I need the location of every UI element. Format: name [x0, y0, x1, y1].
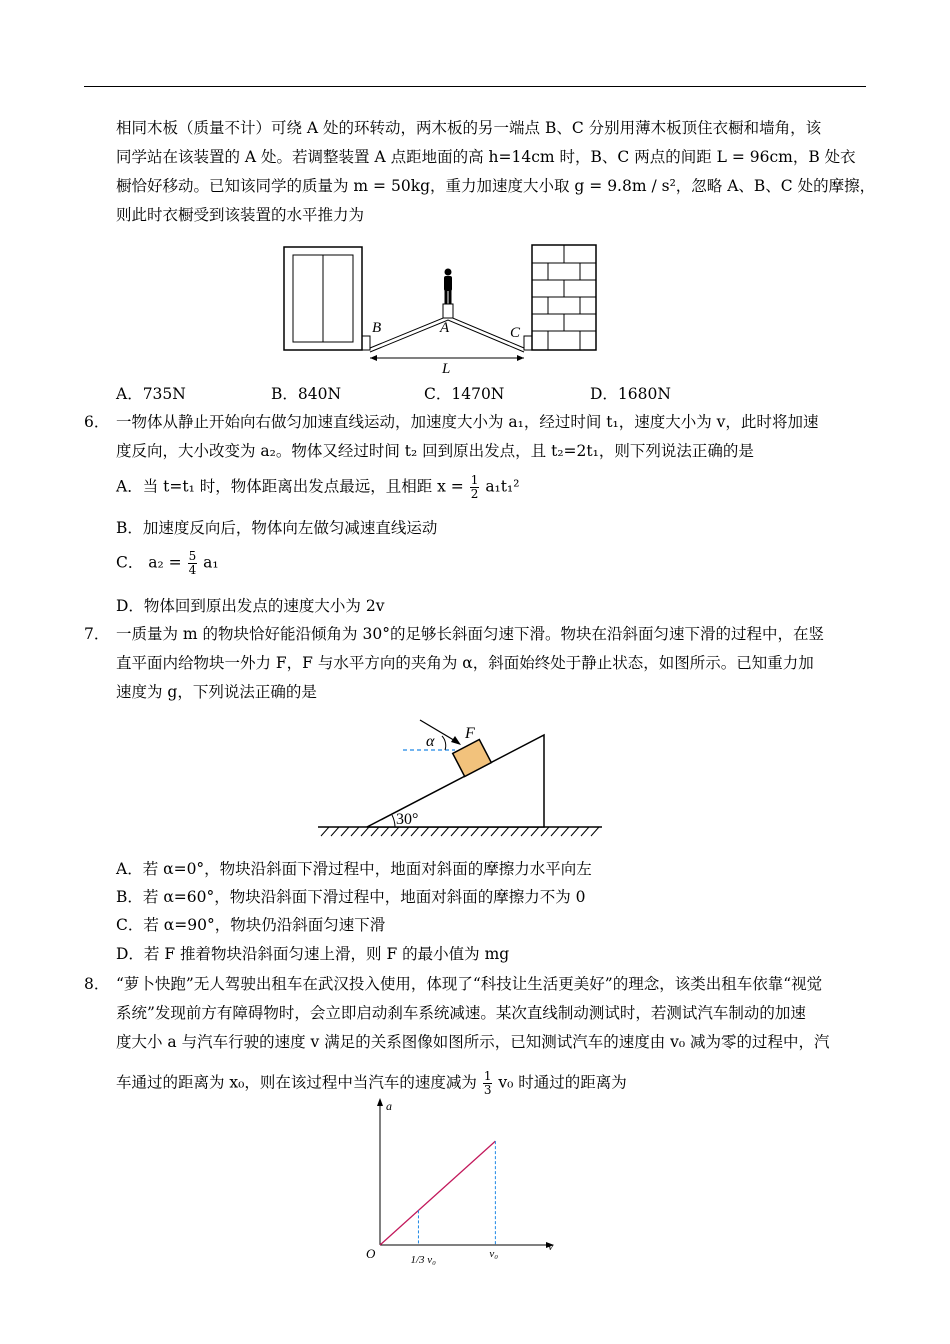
- q6-option-c-fraction: $\frac{5}{4}$: [188, 549, 197, 577]
- q6-number: 6．: [84, 413, 110, 431]
- label-angle: 30°: [396, 811, 419, 828]
- label-c: C: [510, 325, 521, 341]
- q7-option-a[interactable]: A．若 α=0°，物块沿斜面下滑过程中，地面对斜面的摩擦力水平向左: [116, 860, 592, 878]
- q8-line-4-text: 车通过的距离为 x₀，则在该过程中当汽车的速度减为: [116, 1073, 477, 1092]
- q5-line-2: 同学站在该装置的 A 处。若调整装置 A 点距地面的高 h=14cm 时，B、C 两点的间距 L = 96cm，B 处衣: [116, 148, 856, 166]
- q8-line-1: “萝卜快跑”无人驾驶出租车在武汉投入使用，体现了“科技让生活更美好”的理念，该类出租车依靠“视觉: [116, 975, 823, 993]
- q8-line-4: [116, 1070, 627, 1097]
- q7-option-c[interactable]: C．若 α=90°，物块仍沿斜面匀速下滑: [116, 916, 386, 934]
- q6-line-1: 一物体从静止开始向右做匀加速直线运动，加速度大小为 a₁，经过时间 t₁，速度大小为 v，此时将加速: [116, 413, 819, 431]
- q7-line-1: 一质量为 m 的物块恰好能沿倾角为 30°的足够长斜面匀速下滑。物块在沿斜面匀速下滑的过程中，在竖: [116, 625, 824, 643]
- q7-line-2: 直平面内给物块一外力 F，F 与水平方向的夹角为 α，斜面始终处于静止状态，如图所示。已知重力加: [116, 654, 814, 672]
- q8-line-3: 度大小 a 与汽车行驶的速度 v 满足的关系图像如图所示，已知测试汽车的速度由 v₀ 减为零的过程中，汽: [116, 1033, 830, 1051]
- q7-line-3: 速度为 g，下列说法正确的是: [116, 683, 317, 701]
- q5-option-b[interactable]: B．840N: [271, 385, 342, 403]
- a-v-chart: [360, 1100, 560, 1275]
- q8-number: 8．: [84, 975, 110, 993]
- label-a: A: [440, 320, 450, 336]
- q5-option-c[interactable]: C．1470N: [424, 385, 505, 403]
- label-b: B: [372, 320, 382, 336]
- q7-option-d[interactable]: D．若 F 推着物块沿斜面匀速上滑，则 F 的最小值为 mg: [116, 945, 510, 963]
- header-rule: [84, 86, 866, 87]
- tick-label-1: v₀: [489, 1248, 499, 1260]
- q8-line-4-tail: v₀ 时通过的距离为: [498, 1073, 627, 1092]
- y-axis-label: a: [386, 1099, 392, 1113]
- q5-line-3: 橱恰好移动。已知该同学的质量为 m = 50kg，重力加速度大小取 g = 9.8m / s²，忽略 A、B、C 处的摩擦，: [116, 177, 876, 195]
- tick-label-0: 1/3 v₀: [410, 1254, 436, 1266]
- q7-figure: [315, 712, 605, 842]
- q6-option-a-expr: a₁t₁²: [485, 477, 520, 496]
- q6-option-a-fraction: $\frac{1}{2}$: [470, 473, 479, 501]
- x-axis-label: v: [548, 1239, 554, 1253]
- q6-option-a[interactable]: [116, 474, 519, 501]
- q5-line-1: 相同木板（质量不计）可绕 A 处的环转动，两木板的另一端点 B、C 分别用薄木板顶住衣橱和墙角，该: [116, 119, 822, 137]
- q6-option-d[interactable]: D．物体回到原出发点的速度大小为 2v: [116, 597, 385, 615]
- origin-label: O: [366, 1246, 376, 1261]
- q6-option-a-text: A．当 t=t₁ 时，物体距离出发点最远，且相距 x =: [116, 477, 464, 496]
- person-icon: [444, 269, 452, 305]
- q5-option-a[interactable]: A．735N: [116, 385, 186, 403]
- q7-option-b[interactable]: B．若 α=60°，物块沿斜面下滑过程中，地面对斜面的摩擦力不为 0: [116, 888, 586, 906]
- q7-number: 7．: [84, 625, 110, 643]
- q5-line-4: 则此时衣橱受到该装置的水平推力为: [116, 206, 365, 224]
- q6-line-2: 度反向，大小改变为 a₂。物体又经过时间 t₂ 回到原出发点，且 t₂=2t₁，则下列说法正确的是: [116, 442, 754, 460]
- q5-figure: [280, 240, 600, 380]
- brick-wall: [532, 245, 596, 350]
- label-l: L: [442, 361, 451, 377]
- y-axis-arrow: [377, 1098, 383, 1106]
- q6-option-c-text: C． a₂ =: [116, 553, 182, 572]
- q6-option-b[interactable]: B．加速度反向后，物体向左做匀减速直线运动: [116, 519, 438, 537]
- incline: [367, 735, 544, 827]
- q6-option-c-expr: a₁: [203, 553, 219, 572]
- q6-option-c[interactable]: [116, 550, 219, 577]
- q8-line-4-fraction: $\frac{1}{3}$: [483, 1069, 492, 1097]
- q8-line-2: 系统”发现前方有障碍物时，会立即启动刹车系统减速。某次直线制动测试时，若测试汽车制动的加速: [116, 1004, 806, 1022]
- q5-option-d[interactable]: D．1680N: [590, 385, 671, 403]
- label-force: F: [465, 725, 475, 742]
- series-line-0: [380, 1141, 495, 1245]
- label-alpha: α: [426, 733, 435, 750]
